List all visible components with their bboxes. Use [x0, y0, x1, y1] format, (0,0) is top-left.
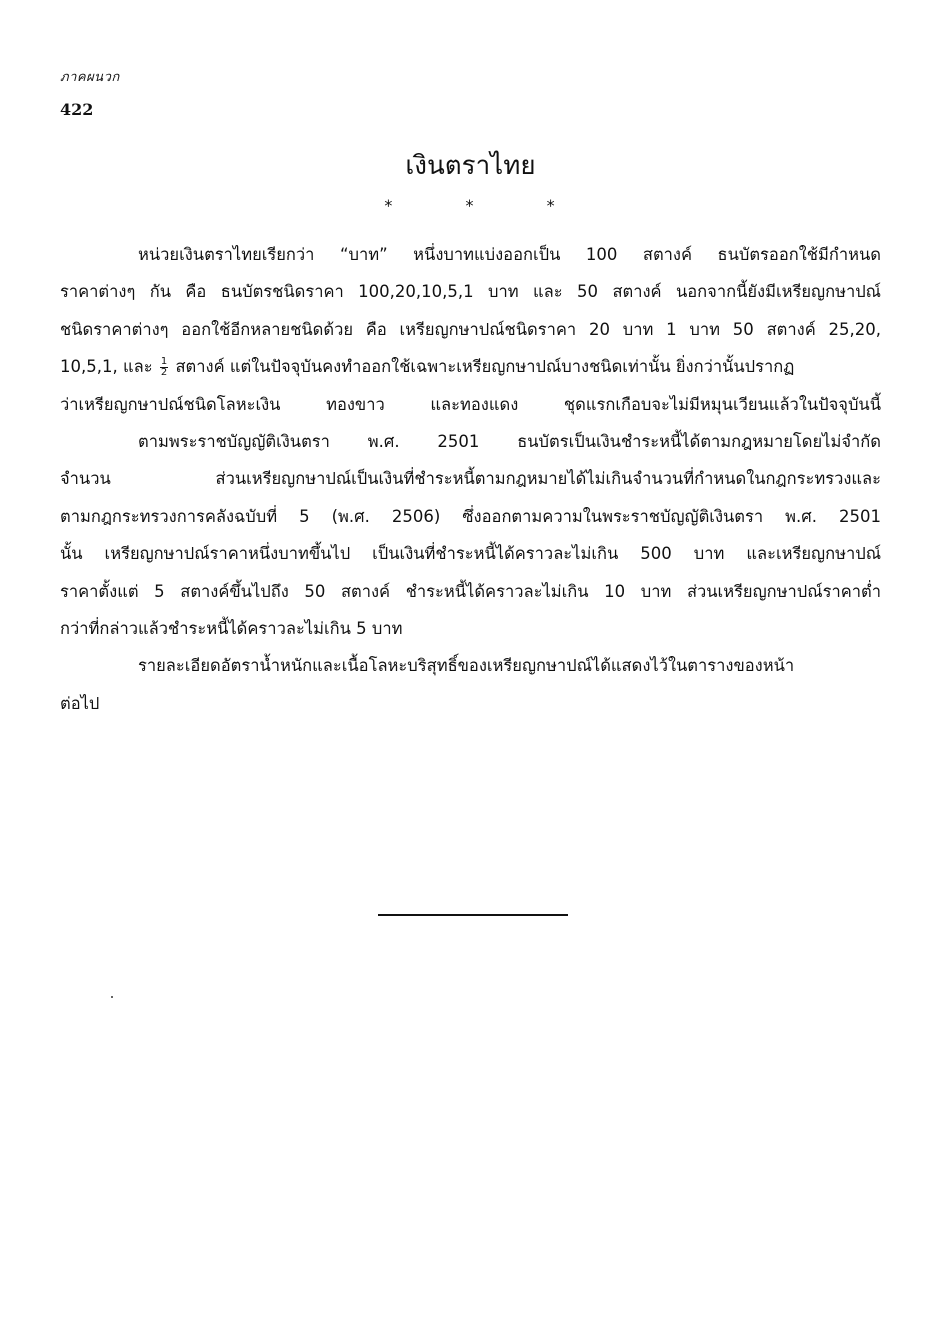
body-text	[60, 236, 881, 722]
page-number: 422	[60, 100, 94, 119]
ornament-star: *	[465, 196, 476, 215]
line-4-start: 10,5,1, และ	[60, 357, 153, 377]
fraction-numerator: 1	[160, 356, 168, 368]
ornament-stars	[0, 196, 941, 215]
paragraph-2-line-3: ตามกฎกระทรวงการคลังฉบับที่ 5 (พ.ศ. 2506) ซึ่งออกตามความในพระราชบัญญัติเงินตรา พ.ศ. 2501	[60, 506, 881, 526]
scan-speck	[111, 996, 113, 998]
paragraph-2-line-2: จำนวน ส่วนเหรียญกษาปณ์เป็นเงินที่ชำระหนี้ตามกฎหมายได้ไม่เกินจำนวนที่กำหนดในกฎกระทรวงและ	[60, 469, 881, 489]
ornament-star: *	[546, 196, 557, 215]
fraction-denominator: 2	[160, 367, 168, 379]
line-4-end: สตางค์ แต่ในปัจจุบันคงทำออกใช้เฉพาะเหรียญกษาปณ์บางชนิดเท่านั้น ยิ่งกว่านั้นปรากฏ	[175, 357, 795, 377]
paragraph-1-line-1: หน่วยเงินตราไทยเรียกว่า “บาท” หนึ่งบาทแบ่งออกเป็น 100 สตางค์ ธนบัตรออกใช้มีกำหนด	[138, 245, 881, 264]
page-title: เงินตราไทย	[405, 151, 536, 181]
paragraph-1-line-3: ชนิดราคาต่างๆ ออกใช้อีกหลายชนิดด้วย คือ เหรียญกษาปณ์ชนิดราคา 20 บาท 1 บาท 50 สตางค์ 25,20,	[60, 319, 881, 339]
paragraph-2-line-4: นั้น เหรียญกษาปณ์ราคาหนึ่งบาทขึ้นไป เป็นเงินที่ชำระหนี้ได้คราวละไม่เกิน 500 บาท และเหรียญกษาปณ์	[60, 544, 881, 564]
paragraph-2-line-1: ตามพระราชบัญญัติเงินตรา พ.ศ. 2501 ธนบัตรเป็นเงินชำระหนี้ได้ตามกฎหมายโดยไม่จำกัด	[138, 431, 881, 451]
fraction-half	[160, 357, 168, 378]
paragraph-1-line-2: ราคาต่างๆ กัน คือ ธนบัตรชนิดราคา 100,20,10,5,1 บาท และ 50 สตางค์ นอกจากนี้ยังมีเหรียญกษาปณ์	[60, 282, 881, 302]
end-rule	[378, 914, 568, 916]
ornament-star: *	[384, 196, 395, 215]
section-label: ภาคผนวก	[60, 70, 120, 85]
paragraph-2-line-5: ราคาตั้งแต่ 5 สตางค์ขึ้นไปถึง 50 สตางค์ ชำระหนี้ได้คราวละไม่เกิน 10 บาท ส่วนเหรียญกษาปณ์ราคาต่ำ	[60, 581, 881, 601]
paragraph-3-line-1: รายละเอียดอัตราน้ำหนักและเนื้อโลหะบริสุทธิ์ของเหรียญกษาปณ์ได้แสดงไว้ในตารางของหน้า	[138, 656, 795, 676]
paragraph-1-line-5: ว่าเหรียญกษาปณ์ชนิดโลหะเงิน ทองขาว และทองแดง ชุดแรกเกือบจะไม่มีหมุนเวียนแล้วในปัจจุบันนี้	[60, 394, 881, 414]
paragraph-1-line-4	[60, 348, 881, 385]
paragraph-3-line-2: ต่อไป	[60, 693, 100, 713]
paragraph-2-line-6: กว่าที่กล่าวแล้วชำระหนี้ได้คราวละไม่เกิน 5 บาท	[60, 618, 403, 638]
